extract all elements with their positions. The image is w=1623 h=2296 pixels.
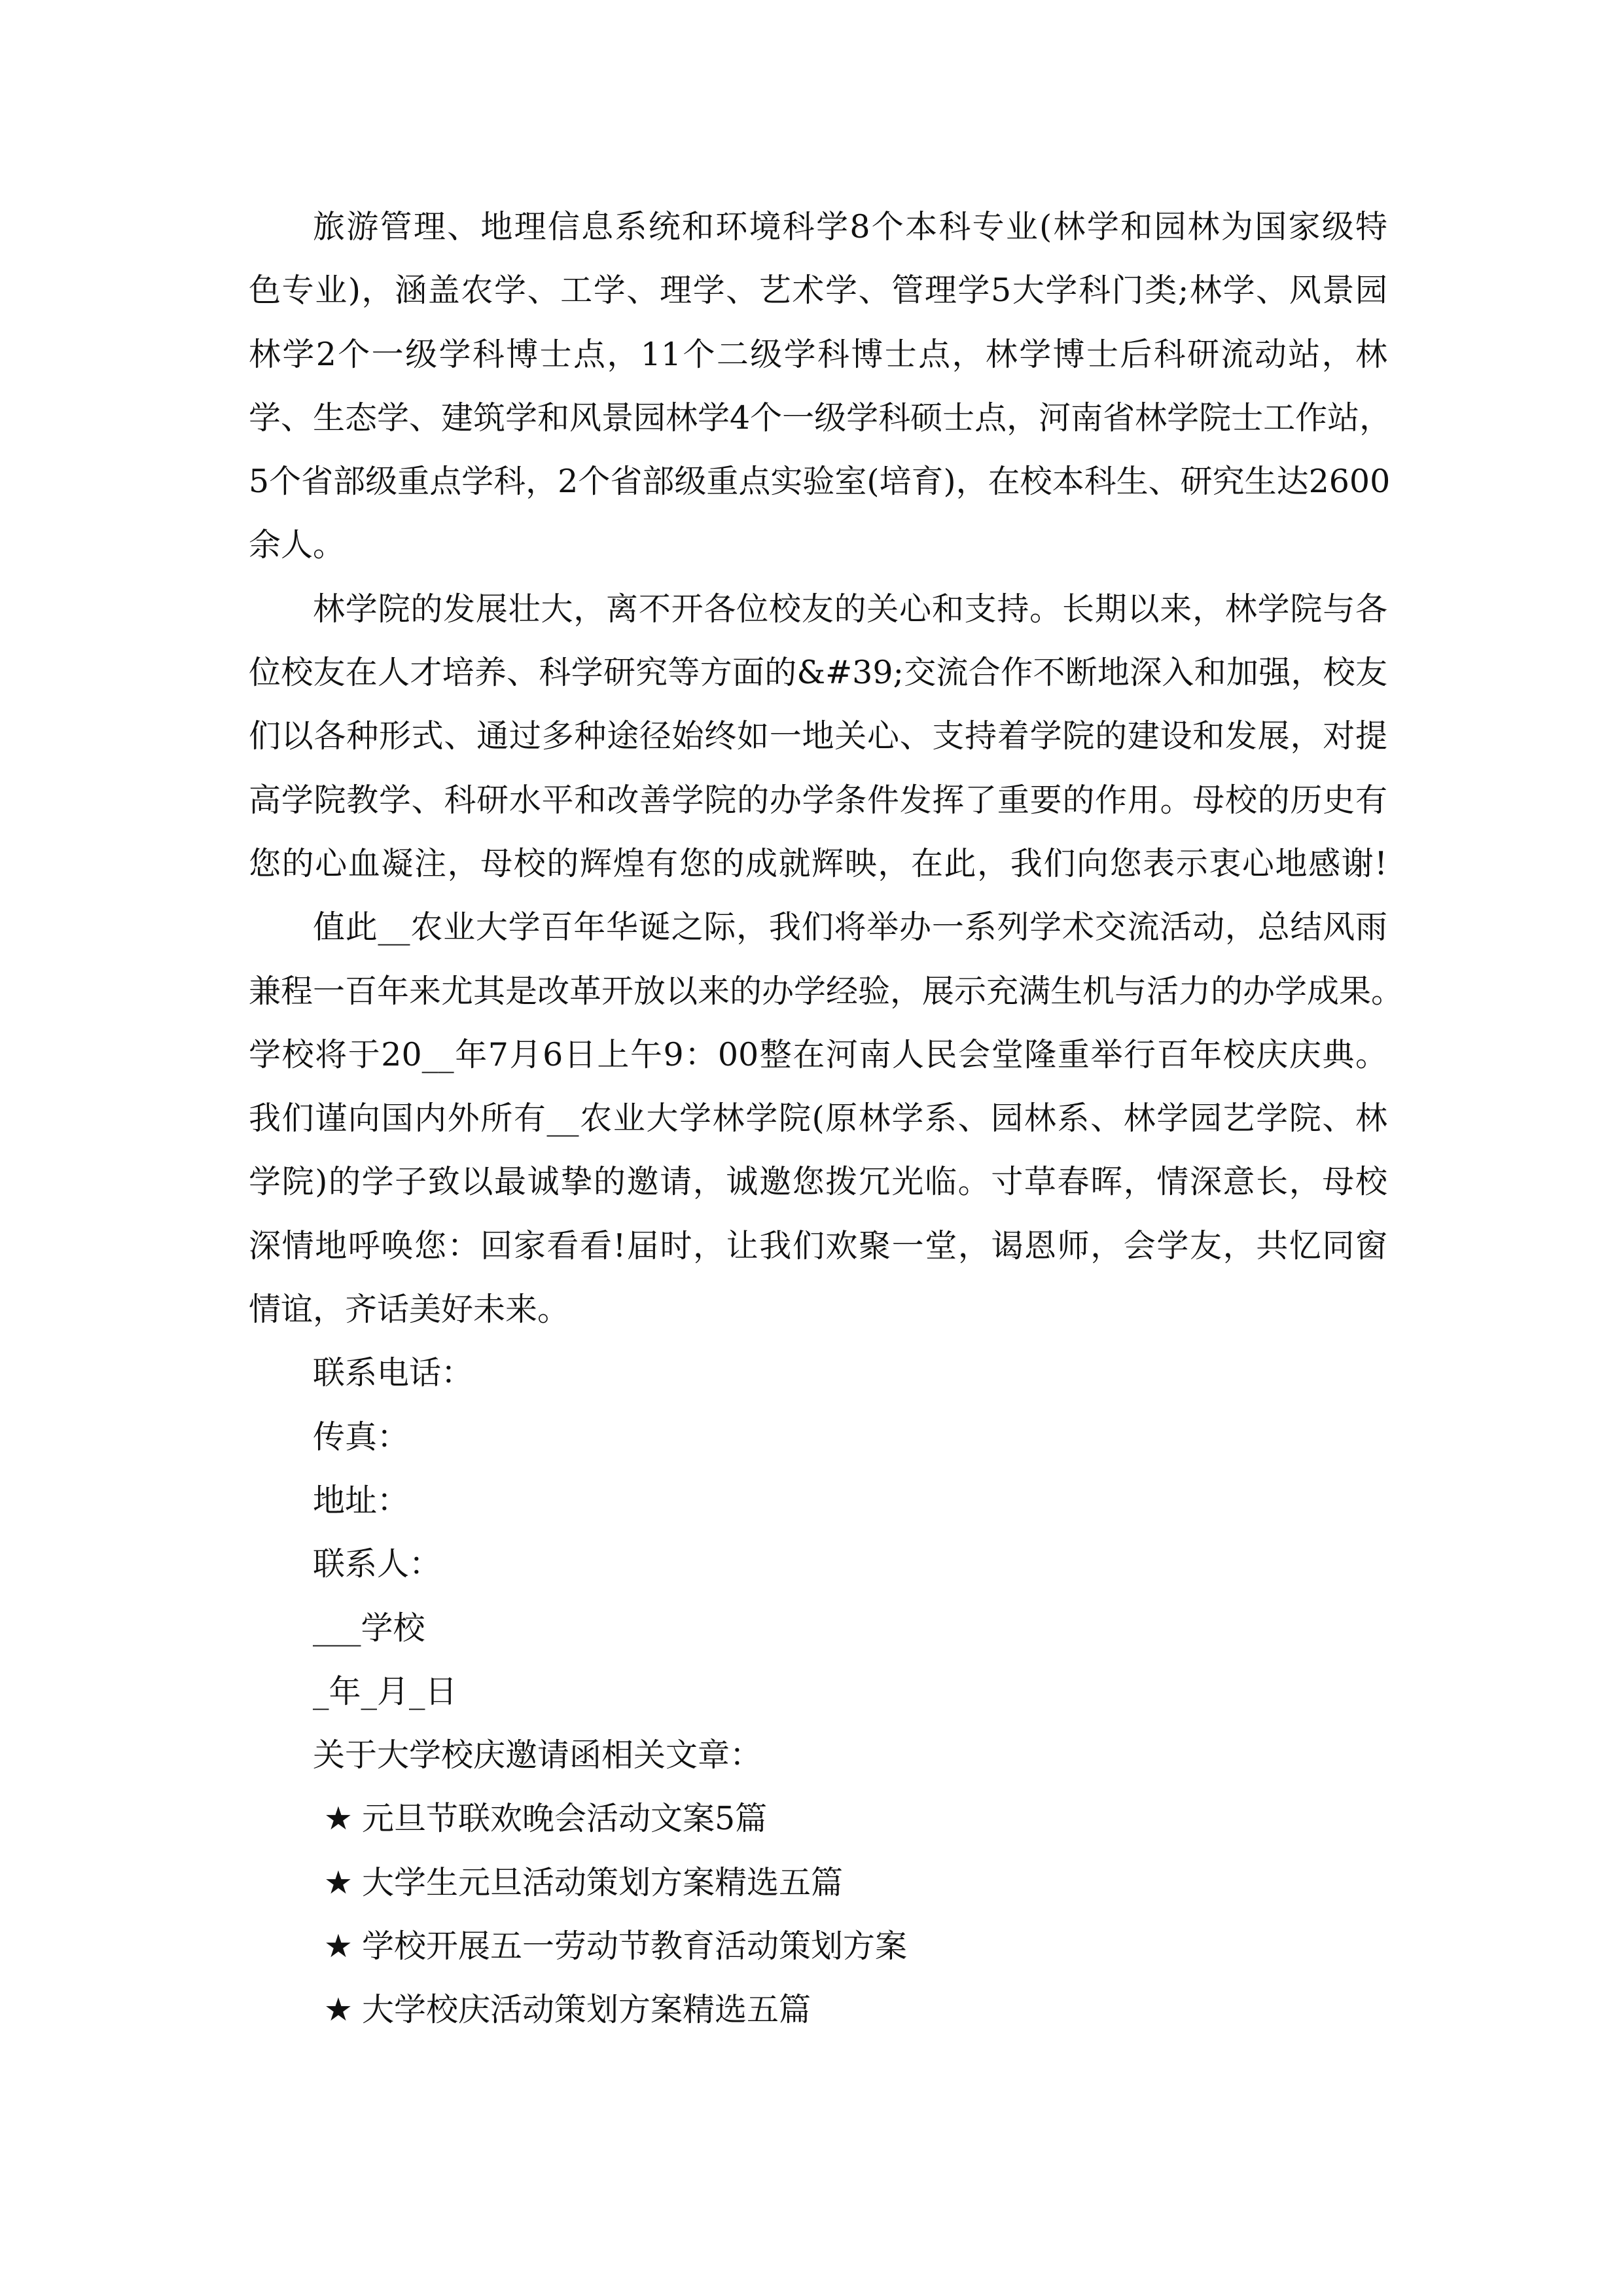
- text-line: 我们谨向国内外所有__农业大学林学院(原林学系、园林系、林学园艺学院、林: [249, 1100, 1387, 1138]
- related-articles: [249, 1723, 1387, 2041]
- text-line: 们以各种形式、通过多种途径始终如一地关心、支持着学院的建设和发展，对提: [249, 717, 1387, 755]
- text-line: 林学2个一级学科博士点，11个二级学科博士点，林学博士后科研流动站，林: [249, 335, 1387, 373]
- related-link-label: 元旦节联欢晚会活动文案5篇: [362, 1800, 768, 1838]
- related-link[interactable]: [249, 1787, 1387, 1850]
- paragraph-1: [249, 195, 1392, 577]
- star-icon: ★: [324, 1928, 353, 1965]
- related-link-label: 大学校庆活动策划方案精选五篇: [362, 1991, 812, 2029]
- contact-fax: 传真：: [313, 1418, 410, 1456]
- signature-date: _年_月_日: [313, 1672, 457, 1710]
- related-link[interactable]: [249, 1851, 1387, 1914]
- contact-block: [249, 1341, 1387, 1723]
- document-body: [249, 195, 1404, 2042]
- text-line: 学校将于20__年7月6日上午9：00整在河南人民会堂隆重举行百年校庆庆典。: [249, 1035, 1387, 1073]
- star-icon: ★: [324, 1800, 353, 1838]
- related-link[interactable]: [249, 1914, 1387, 1978]
- text-line: 值此__农业大学百年华诞之际，我们将举办一系列学术交流活动，总结风雨: [313, 908, 1387, 946]
- paragraph-2: [249, 577, 1387, 895]
- text-line: 深情地呼唤您：回家看看!届时，让我们欢聚一堂，谒恩师，会学友，共忆同窗: [249, 1227, 1387, 1265]
- contact-address: 地址：: [313, 1481, 410, 1519]
- signature-school: ___学校: [313, 1609, 425, 1647]
- related-link-label: 学校开展五一劳动节教育活动策划方案: [362, 1928, 908, 1965]
- related-link-label: 大学生元旦活动策划方案精选五篇: [362, 1863, 844, 1901]
- related-heading: 关于大学校庆邀请函相关文章：: [313, 1736, 762, 1774]
- text-line: 您的心血凝注，母校的辉煌有您的成就辉映，在此，我们向您表示衷心地感谢!: [249, 844, 1387, 882]
- text-line: 林学院的发展壮大，离不开各位校友的关心和支持。长期以来，林学院与各: [313, 590, 1387, 628]
- paragraph-3: [249, 895, 1404, 1341]
- text-line: 学院)的学子致以最诚挚的邀请，诚邀您拨冗光临。寸草春晖，情深意长，母校: [249, 1163, 1387, 1201]
- text-line: 旅游管理、地理信息系统和环境科学8个本科专业(林学和园林为国家级特: [313, 208, 1387, 245]
- contact-person: 联系人：: [313, 1545, 442, 1583]
- text-line: 兼程一百年来尤其是改革开放以来的办学经验，展示充满生机与活力的办学成果。: [249, 972, 1404, 1010]
- contact-phone: 联系电话：: [313, 1354, 474, 1392]
- text-line: 余人。: [249, 526, 346, 564]
- text-line: 5个省部级重点学科，2个省部级重点实验室(培育)，在校本科生、研究生达2600: [249, 463, 1391, 501]
- text-line: 色专业)，涵盖农学、工学、理学、艺术学、管理学5大学科门类;林学、风景园: [249, 272, 1387, 310]
- text-line: 高学院教学、科研水平和改善学院的办学条件发挥了重要的作用。母校的历史有: [249, 781, 1387, 819]
- star-icon: ★: [324, 1863, 353, 1901]
- text-line: 情谊，齐话美好未来。: [249, 1291, 570, 1329]
- text-line: 位校友在人才培养、科学研究等方面的&#39;交流合作不断地深入和加强，校友: [249, 654, 1387, 692]
- related-link[interactable]: [249, 1978, 1387, 2041]
- text-line: 学、生态学、建筑学和风景园林学4个一级学科硕士点，河南省林学院士工作站，: [249, 399, 1392, 437]
- star-icon: ★: [324, 1991, 353, 2029]
